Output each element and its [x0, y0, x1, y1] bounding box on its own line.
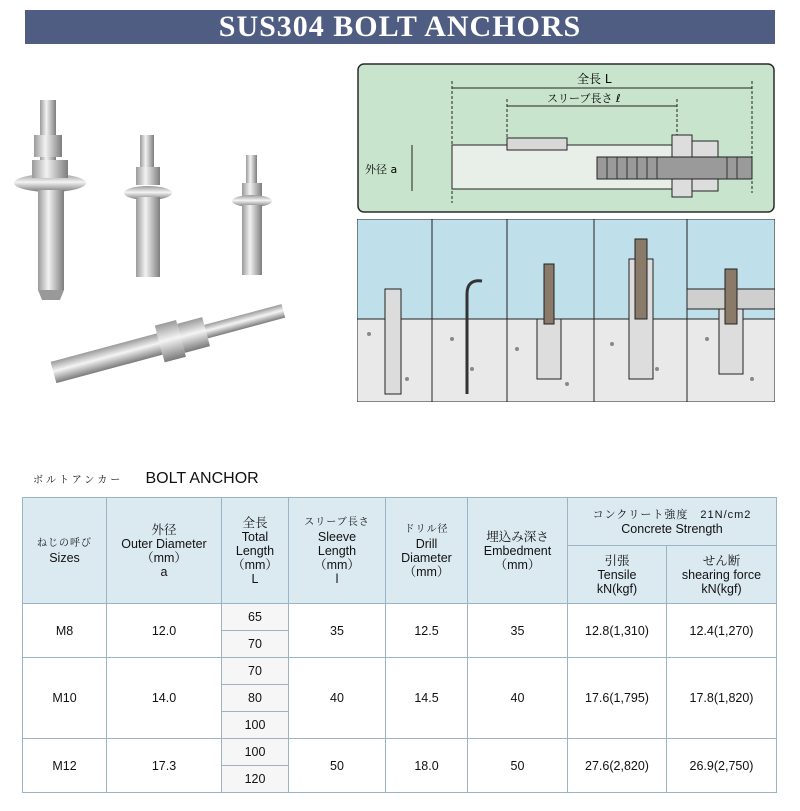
header-shearing: せん断 shearing force kN(kgf): [667, 546, 777, 604]
outer-diameter-label: 外径 a: [365, 163, 398, 176]
header-tensile: 引張 Tensile kN(kgf): [568, 546, 667, 604]
cell-drill: 14.5: [386, 658, 468, 739]
cell-length: 80: [222, 685, 289, 712]
table-row: [23, 658, 777, 685]
table-row: [23, 739, 777, 766]
header-outer-diameter: 外径 Outer Diameter （mm） a: [107, 498, 222, 604]
header-embedment: 埋込み深さ Embedment （mm）: [468, 498, 568, 604]
total-length-label: 全長 L: [577, 72, 612, 86]
page-title: SUS304 BOLT ANCHORS: [218, 10, 582, 43]
table-row: [23, 604, 777, 631]
anchor-bolts-photo: [10, 85, 300, 395]
cell-shear: 26.9(2,750): [667, 739, 777, 793]
header-drill-diameter: ドリル径 Drill Diameter （mm）: [386, 498, 468, 604]
cell-length: 120: [222, 766, 289, 793]
cell-drill: 18.0: [386, 739, 468, 793]
cell-outer: 17.3: [107, 739, 222, 793]
cell-size: M10: [23, 658, 107, 739]
cell-embed: 50: [468, 739, 568, 793]
cell-sleeve: 40: [289, 658, 386, 739]
page-title-banner: [25, 10, 775, 44]
cell-shear: 17.8(1,820): [667, 658, 777, 739]
cell-tensile: 27.6(2,820): [568, 739, 667, 793]
section-title-jp: ボルトアンカー: [33, 475, 124, 486]
cell-shear: 12.4(1,270): [667, 604, 777, 658]
cell-outer: 14.0: [107, 658, 222, 739]
cell-length: 65: [222, 604, 289, 631]
cell-size: M12: [23, 739, 107, 793]
cell-embed: 40: [468, 658, 568, 739]
header-sleeve-length: スリーブ長さ Sleeve Length （mm） l: [289, 498, 386, 604]
cell-tensile: 17.6(1,795): [568, 658, 667, 739]
section-title-en: BOLT ANCHOR: [145, 470, 259, 487]
cell-length: 100: [222, 739, 289, 766]
cell-length: 70: [222, 658, 289, 685]
cell-size: M8: [23, 604, 107, 658]
cell-length: 100: [222, 712, 289, 739]
cell-sleeve: 35: [289, 604, 386, 658]
anchor-dimension-diagram: [357, 63, 775, 213]
cell-embed: 35: [468, 604, 568, 658]
cell-tensile: 12.8(1,310): [568, 604, 667, 658]
cell-drill: 12.5: [386, 604, 468, 658]
cell-outer: 12.0: [107, 604, 222, 658]
cell-sleeve: 50: [289, 739, 386, 793]
section-title: [33, 470, 259, 488]
sleeve-length-label: スリーブ長さ ℓ: [547, 92, 621, 105]
header-concrete-strength: コンクリート強度 21N/cm2 Concrete Strength: [568, 498, 777, 546]
cell-length: 70: [222, 631, 289, 658]
header-sizes: ねじの呼び Sizes: [23, 498, 107, 604]
header-total-length: 全長 Total Length （mm） L: [222, 498, 289, 604]
spec-table: [22, 497, 777, 793]
installation-steps-diagram: [357, 219, 775, 402]
